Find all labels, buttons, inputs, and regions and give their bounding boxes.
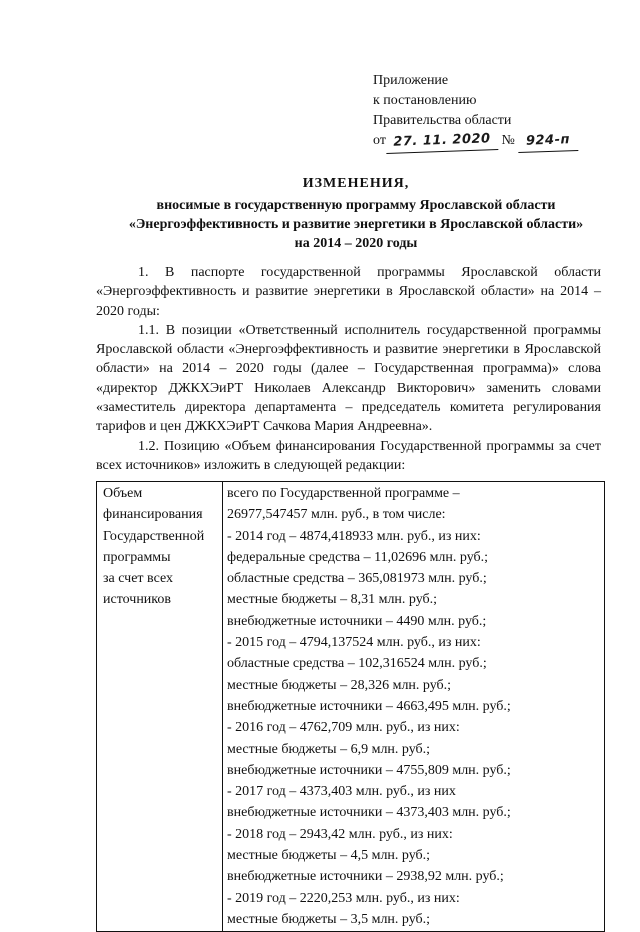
appendix-line-3: Правительства области xyxy=(373,113,512,128)
label-line: источников xyxy=(103,592,172,608)
title-heading: ИЗМЕНЕНИЯ, xyxy=(302,176,410,191)
handwritten-date: 27. 11. 2020 xyxy=(386,129,499,154)
from-label: от xyxy=(373,133,386,148)
paragraph-1-1: 1.1. В позиции «Ответственный исполнитель государственной программы Ярославской области «Энергоэффективность и развитие энергетики в Ярославской области» на 2014 – 2020 годы (далее – Государственная программа)» слова «директор ДЖКХЭиРТ Николаев Александр Викторович» заменить словами «заместитель директора департамента – председатель комитета регулирования тарифов и цен ДЖКХЭиРТ Сачкова Мария Андреевна». xyxy=(96,322,601,435)
label-line: финансирования xyxy=(103,507,203,523)
value-line: местные бюджеты – 4,5 млн. руб.; xyxy=(227,848,431,864)
value-line: 26977,547457 млн. руб., в том числе: xyxy=(227,507,446,523)
appendix-block xyxy=(373,71,578,152)
value-line: - 2017 год – 4373,403 млн. руб., из них xyxy=(227,784,456,800)
appendix-date-line xyxy=(373,131,578,152)
values-cell xyxy=(223,482,605,932)
value-line: - 2019 год – 2220,253 млн. руб., из них: xyxy=(227,890,460,906)
value-line: внебюджетные источники – 4663,495 млн. руб.; xyxy=(227,698,511,714)
value-line: всего по Государственной программе – xyxy=(227,486,460,501)
value-line: - 2015 год – 4794,137524 млн. руб., из них: xyxy=(227,635,481,651)
appendix-line-1: Приложение xyxy=(373,73,449,88)
value-line: областные средства – 102,316524 млн. руб.; xyxy=(227,656,487,672)
title-line-2: «Энергоэффективность и развитие энергетики в Ярославской области» xyxy=(128,217,584,232)
value-line: местные бюджеты – 28,326 млн. руб.; xyxy=(227,677,452,693)
value-line: федеральные средства – 11,02696 млн. руб.; xyxy=(227,549,489,565)
financing-table xyxy=(96,481,605,932)
value-line: - 2018 год – 2943,42 млн. руб., из них: xyxy=(227,826,453,842)
document-title xyxy=(96,174,616,253)
value-line: - 2014 год – 4874,418933 млн. руб., из них: xyxy=(227,528,481,544)
label-line: за счет всех xyxy=(103,571,173,587)
label-line: программы xyxy=(103,549,171,565)
value-line: внебюджетные источники – 2938,92 млн. руб.; xyxy=(227,869,504,885)
label-line: Объем xyxy=(103,486,143,501)
label-cell xyxy=(97,482,223,932)
value-line: внебюджетные источники – 4755,809 млн. руб.; xyxy=(227,762,511,778)
label-line: Государственной xyxy=(103,528,205,544)
paragraph-1: 1. В паспорте государственной программы Ярославской области «Энергоэффективность и развитие энергетики в Ярославской области» на 2014 – 2020 годы: xyxy=(96,265,601,319)
value-line: местные бюджеты – 6,9 млн. руб.; xyxy=(227,741,431,757)
value-line: местные бюджеты – 3,5 млн. руб.; xyxy=(227,911,431,927)
value-line: - 2016 год – 4762,709 млн. руб., из них: xyxy=(227,720,460,736)
title-line-3: на 2014 – 2020 годы xyxy=(294,236,418,251)
value-line: внебюджетные источники – 4373,403 млн. руб.; xyxy=(227,805,511,821)
title-line-1: вносимые в государственную программу Ярославской области xyxy=(156,198,556,213)
number-label: № xyxy=(501,133,515,148)
value-line: областные средства – 365,081973 млн. руб.; xyxy=(227,571,487,587)
value-line: внебюджетные источники – 4490 млн. руб.; xyxy=(227,613,487,629)
paragraph-1-2: 1.2. Позицию «Объем финансирования Государственной программы за счет всех источников» изложить в следующей редакции: xyxy=(96,438,601,473)
value-line: местные бюджеты – 8,31 млн. руб.; xyxy=(227,592,438,608)
appendix-line-2: к постановлению xyxy=(373,93,477,108)
body-text xyxy=(96,263,601,475)
table-row xyxy=(97,482,605,932)
handwritten-number: 924-п xyxy=(518,130,579,153)
